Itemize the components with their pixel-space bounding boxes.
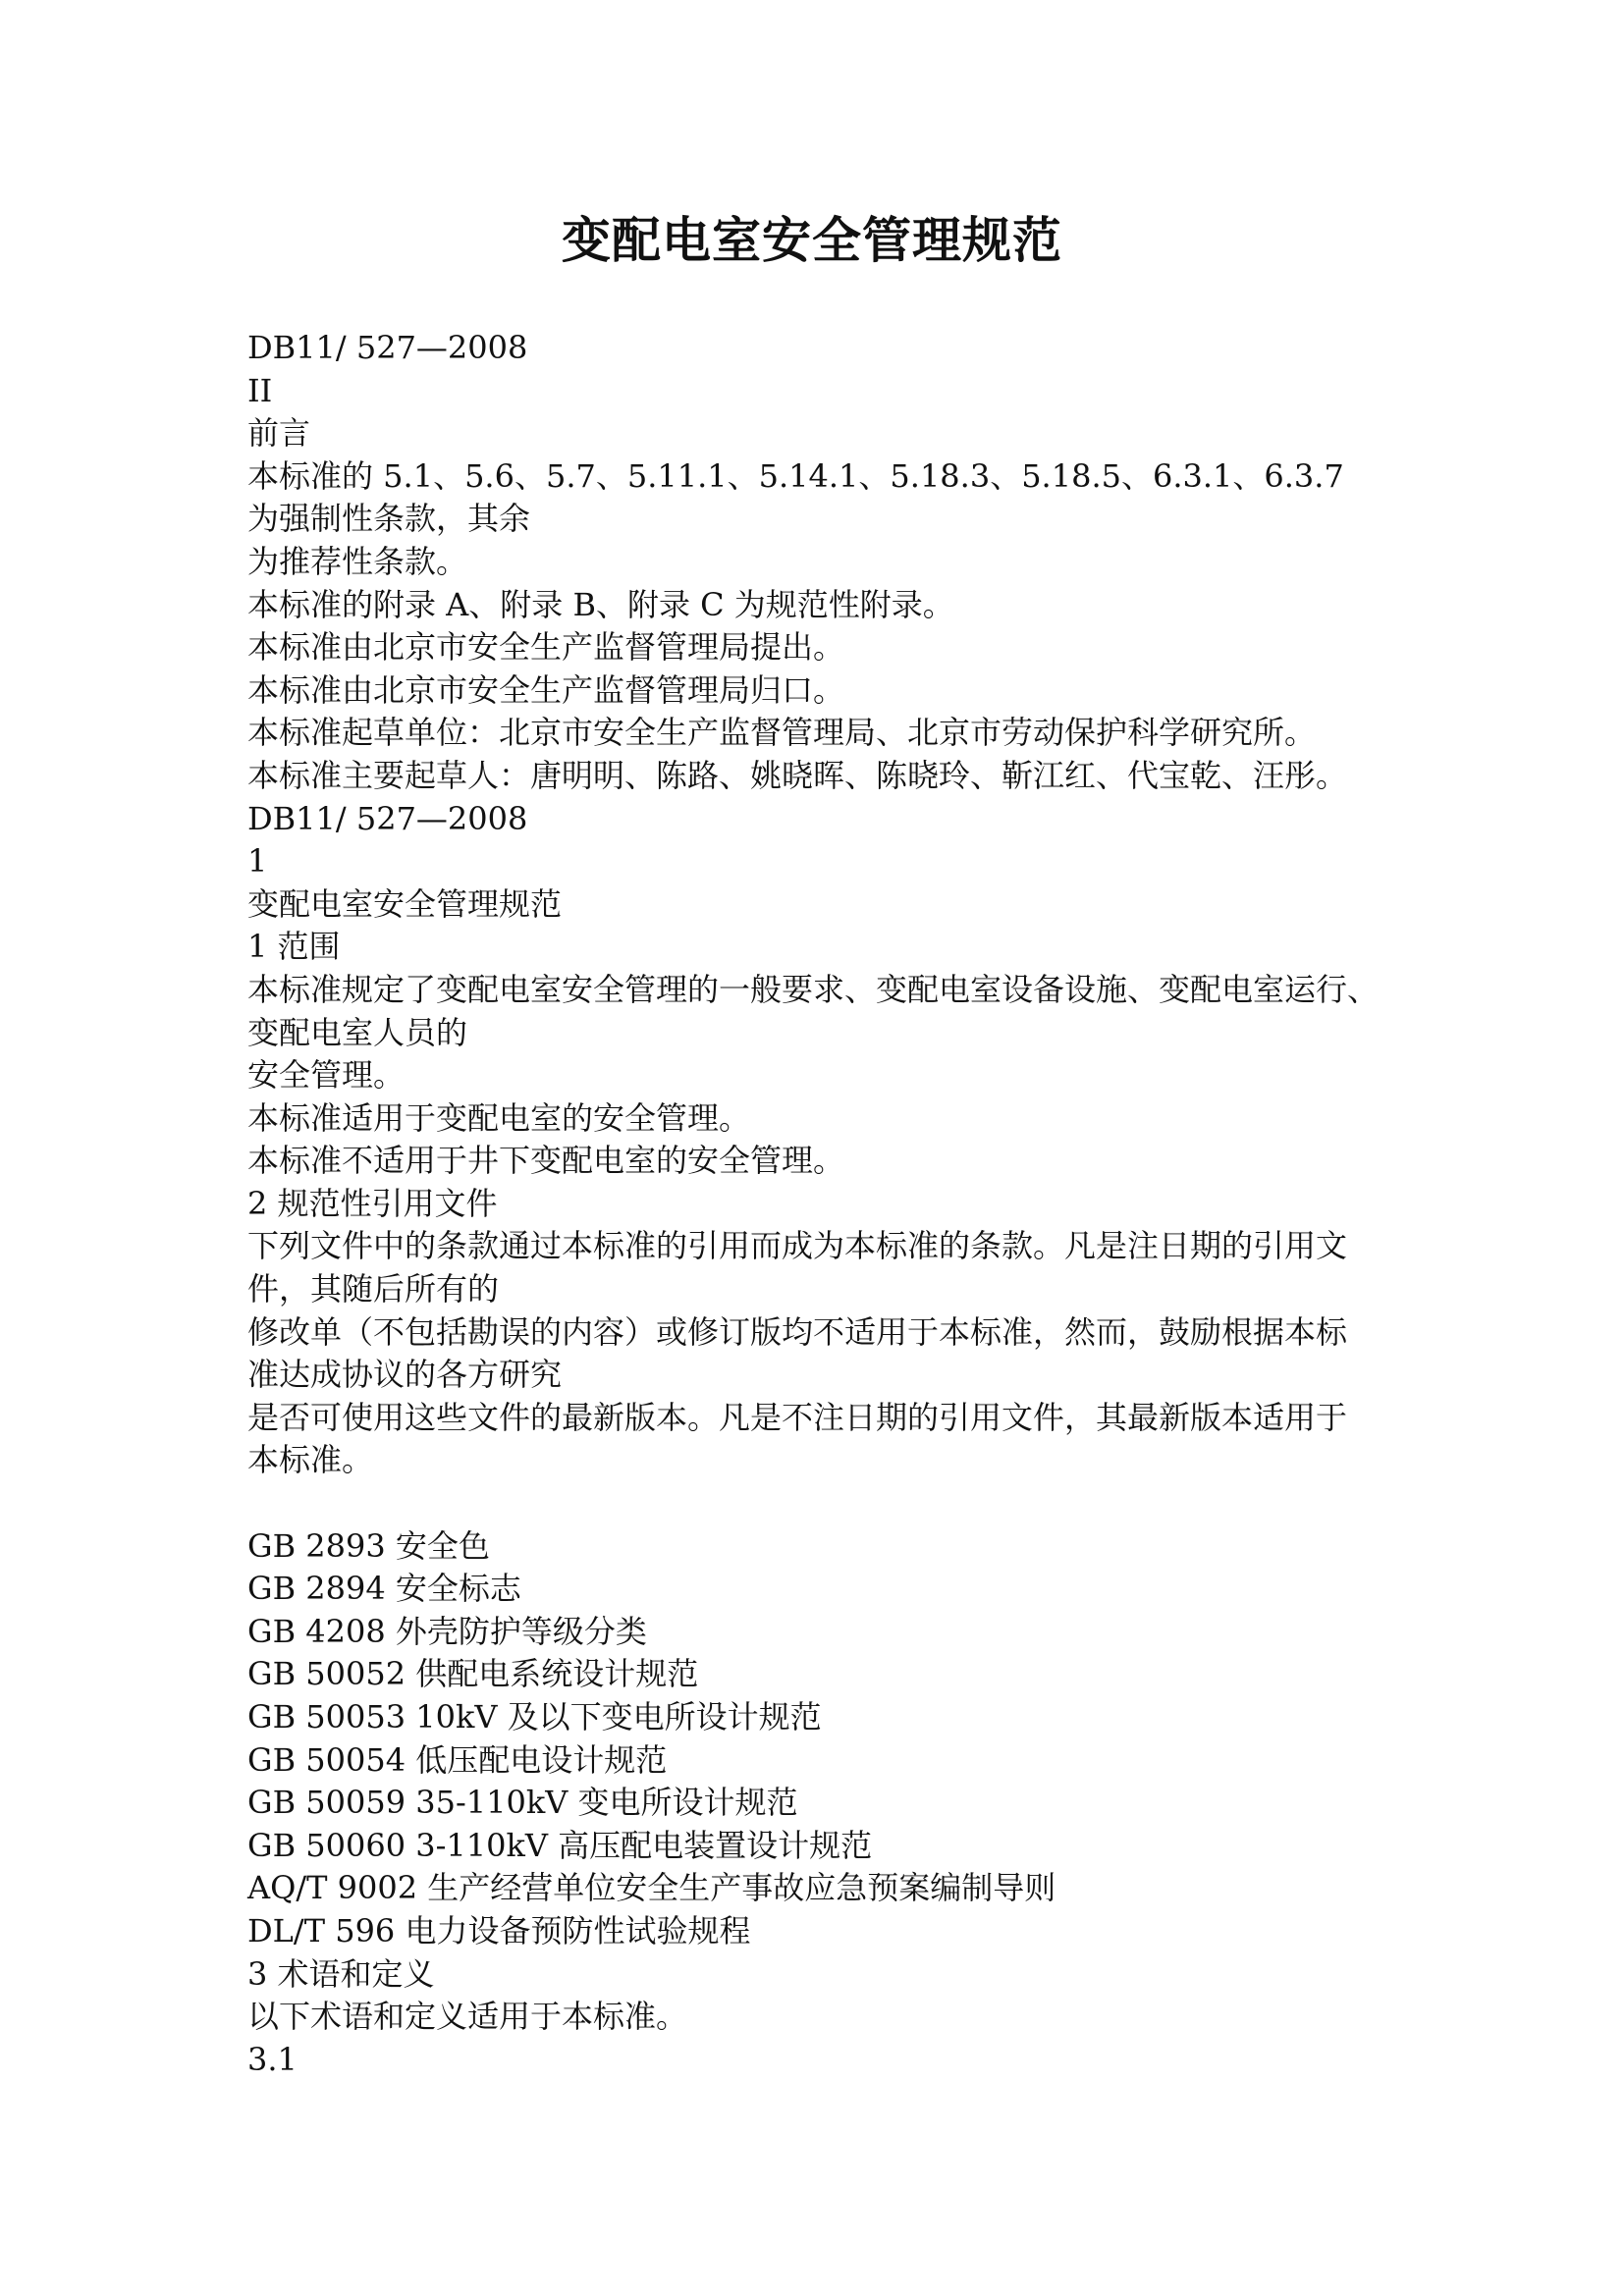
page-number: 1 [247,842,268,881]
text-line: 下列文件中的条款通过本标准的引用而成为本标准的条款。凡是注日期的引用文 [247,1227,1348,1265]
text-line: 本标准起草单位：北京市安全生产监督管理局、北京市劳动保护科学研究所。 [247,714,1317,752]
document-title: 变配电室安全管理规范 [562,211,1062,269]
text-line: 安全管理。 [247,1056,406,1095]
document-body [247,327,1396,2081]
reference-item: GB 50054 低压配电设计规范 [247,1740,668,1779]
text-line: 是否可使用这些文件的最新版本。凡是不注日期的引用文件，其最新版本适用于 [247,1398,1348,1436]
text-line: 本标准不适用于井下变配电室的安全管理。 [247,1142,845,1180]
reference-item: GB 50059 35-110kV 变电所设计规范 [247,1784,798,1822]
text-line: 本标准的附录 A、附录 B、附录 C 为规范性附录。 [247,585,954,623]
foreword-heading: 前言 [247,414,311,453]
page-number: II [247,371,273,409]
text-line: 为强制性条款，其余 [247,500,531,538]
text-line: 以下术语和定义适用于本标准。 [247,1998,688,2036]
clause-number: 3.1 [247,2040,298,2078]
reference-item: DL/T 596 电力设备预防性试验规程 [247,1911,751,1949]
section-heading: 2 规范性引用文件 [247,1184,498,1222]
section-title: 变配电室安全管理规范 [247,884,563,923]
text-line: 为推荐性条款。 [247,542,468,580]
section-heading: 1 范围 [247,928,341,966]
text-line: 本标准适用于变配电室的安全管理。 [247,1098,751,1137]
text-line: 本标准由北京市安全生产监督管理局归口。 [247,670,845,709]
reference-item: GB 50052 供配电系统设计规范 [247,1655,699,1693]
text-line: 本标准主要起草人：唐明明、陈路、姚晓晖、陈晓玲、靳江红、代宝乾、汪彤。 [247,756,1348,794]
reference-item: GB 2894 安全标志 [247,1570,521,1608]
text-line: 变配电室人员的 [247,1013,468,1051]
text-line: 准达成协议的各方研究 [247,1356,563,1394]
reference-item: GB 50060 3-110kV 高压配电装置设计规范 [247,1826,873,1864]
blank-line [247,1482,1396,1525]
header-code: DB11/ 527—2008 [247,799,528,837]
reference-item: GB 50053 10kV 及以下变电所设计规范 [247,1698,822,1735]
text-line: 本标准规定了变配电室安全管理的一般要求、变配电室设备设施、变配电室运行、 [247,970,1380,1008]
reference-item: GB 2893 安全色 [247,1526,490,1565]
text-line: 修改单（不包括勘误的内容）或修订版均不适用于本标准，然而，鼓励根据本标 [247,1312,1348,1351]
text-line: 本标准由北京市安全生产监督管理局提出。 [247,628,845,667]
reference-item: AQ/T 9002 生产经营单位安全生产事故应急预案编制导则 [247,1869,1056,1907]
text-line: 件，其随后所有的 [247,1270,500,1308]
text-line: 本标准的 5.1、5.6、5.7、5.11.1、5.14.1、5.18.3、5.18.5、6.3.1、6.3.7 [247,456,1344,495]
section-heading: 3 术语和定义 [247,1954,435,1993]
text-line: 本标准。 [247,1441,374,1479]
header-code: DB11/ 527—2008 [247,329,528,366]
reference-item: GB 4208 外壳防护等级分类 [247,1612,647,1650]
